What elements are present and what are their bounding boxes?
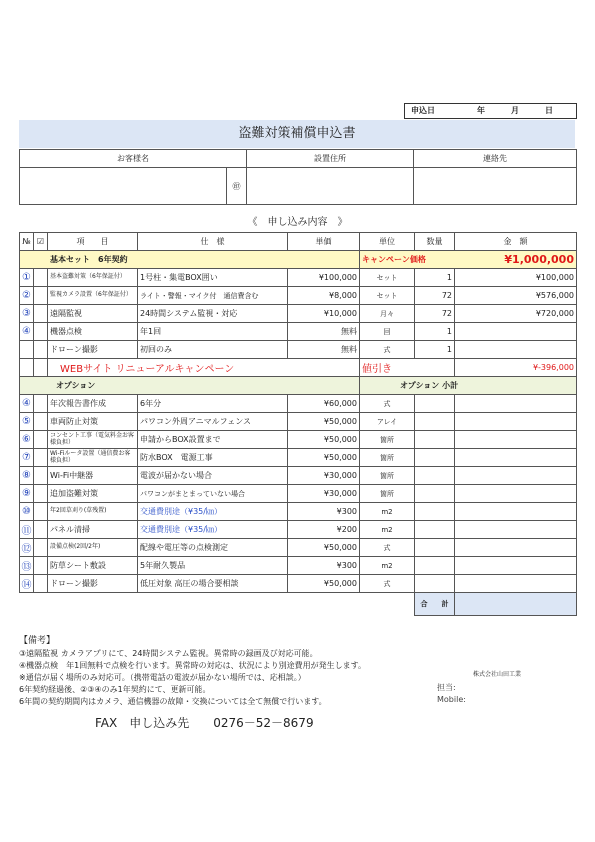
col-item: 項 目: [48, 233, 138, 251]
row-number: ④: [20, 395, 34, 413]
option-row: [20, 485, 577, 503]
note-line: 6年契約経過後、②③④のみ1年契約にて、更新可能。: [19, 685, 211, 694]
unit-text: アレイ: [360, 413, 415, 431]
quantity: 72: [415, 287, 455, 305]
item-name: ドローン撮影: [48, 341, 138, 359]
row-checkbox[interactable]: [34, 431, 48, 449]
row-checkbox[interactable]: [34, 521, 48, 539]
spec-text: 申請からBOX設置まで: [138, 431, 288, 449]
row-number: ②: [20, 287, 34, 305]
unit-price: ¥300: [288, 503, 360, 521]
notes-heading: 【備考】: [19, 636, 56, 646]
contact-header: 連絡先: [414, 150, 577, 168]
item-name: ドローン撮影: [48, 575, 138, 593]
quantity-field[interactable]: [415, 395, 455, 413]
application-date-box: [404, 103, 577, 119]
row-checkbox[interactable]: [34, 485, 48, 503]
col-spec: 仕 様: [138, 233, 288, 251]
spec-text: 5年耐久製品: [138, 557, 288, 575]
basic-row: [20, 341, 577, 359]
spec-text: 配線や電圧等の点検測定: [138, 539, 288, 557]
item-name: 車両防止対策: [48, 413, 138, 431]
row-checkbox[interactable]: [34, 467, 48, 485]
unit-text: 式: [360, 341, 415, 359]
spec-text: ライト・警報・マイク付 通信費含む: [138, 287, 288, 305]
spec-text: 低圧対象 高圧の場合要相談: [138, 575, 288, 593]
spec-text: 交通費別途（¥35/㎞）: [138, 521, 288, 539]
amount: [455, 341, 577, 359]
install-address-header: 設置住所: [247, 150, 414, 168]
row-number: ⑧: [20, 467, 34, 485]
unit-price: 無料: [288, 341, 360, 359]
customer-name-field[interactable]: [20, 168, 227, 205]
quantity-field[interactable]: [415, 557, 455, 575]
unit-price: ¥50,000: [288, 539, 360, 557]
unit-text: 箇所: [360, 449, 415, 467]
unit-text: 月々: [360, 305, 415, 323]
amount: ¥100,000: [455, 269, 577, 287]
item-name: Wi-Fi中継器: [48, 467, 138, 485]
spec-text: 1号柱・集電BOX囲い: [138, 269, 288, 287]
row-checkbox[interactable]: [34, 449, 48, 467]
note-line: ※通信が届く場所のみ対応可。（携帯電話の電波が届かない場所では、応相談。）: [19, 673, 306, 682]
quantity-field[interactable]: [415, 575, 455, 593]
form-title-bar: [19, 120, 575, 148]
web-campaign-text: WEBサイト リニューアルキャンペーン: [48, 359, 360, 377]
section-title: 《 申し込み内容 》: [247, 217, 348, 228]
unit-price: ¥30,000: [288, 467, 360, 485]
spec-text: 年1回: [138, 323, 288, 341]
spec-text: 初回のみ: [138, 341, 288, 359]
row-checkbox[interactable]: [34, 395, 48, 413]
unit-price: 無料: [288, 323, 360, 341]
row-number: ①: [20, 269, 34, 287]
company-name: 株式会社山田工業: [473, 671, 522, 678]
unit-text: セット: [360, 269, 415, 287]
item-name: Wi-Fiルータ設置（通信費お客様負担）: [48, 449, 138, 467]
discount-amount: ¥-396,000: [455, 359, 577, 377]
row-number: ③: [20, 305, 34, 323]
basic-set-row: [20, 251, 577, 269]
unit-text: 式: [360, 575, 415, 593]
item-name: 機器点検: [48, 323, 138, 341]
contact-field[interactable]: [414, 168, 577, 205]
option-row: [20, 575, 577, 593]
year-label: 年: [477, 106, 485, 115]
note-line: ③遠隔監視 カメラアプリにて、24時間システム監視。異常時の録画及び対応可能。: [19, 649, 318, 658]
campaign-price-amount: ¥1,000,000: [455, 251, 577, 269]
order-table: [19, 232, 577, 616]
unit-price: ¥200: [288, 521, 360, 539]
amount-field: [455, 521, 577, 539]
amount-field: [455, 557, 577, 575]
row-checkbox[interactable]: [34, 575, 48, 593]
amount: [455, 323, 577, 341]
row-checkbox[interactable]: [34, 305, 48, 323]
col-amount: 金 額: [455, 233, 577, 251]
unit-price: ¥50,000: [288, 449, 360, 467]
unit-price: ¥30,000: [288, 485, 360, 503]
row-number: ⑦: [20, 449, 34, 467]
mobile-label: Mobile:: [437, 695, 466, 704]
unit-text: セット: [360, 287, 415, 305]
quantity-field[interactable]: [415, 431, 455, 449]
amount-field: [455, 449, 577, 467]
page-title: 盗難対策補償申込書: [238, 126, 356, 141]
unit-text: 回: [360, 323, 415, 341]
day-label: 日: [545, 106, 553, 115]
spec-text: 24時間システム監視・対応: [138, 305, 288, 323]
amount-field: [455, 539, 577, 557]
amount-field: [455, 485, 577, 503]
row-number: ⑩: [20, 503, 34, 521]
row-number: ④: [20, 323, 34, 341]
discount-label: 値引き: [360, 359, 455, 377]
total-row: [20, 593, 577, 616]
basic-set-label: 基本セット 6年契約: [20, 251, 360, 269]
row-number: ⑨: [20, 485, 34, 503]
unit-text: 式: [360, 395, 415, 413]
quantity: 72: [415, 305, 455, 323]
col-check: ☑: [34, 233, 48, 251]
quantity-field[interactable]: [415, 413, 455, 431]
note-line: ④機器点検 年1回無料で点検を行います。異常時の対応は、状況により別途費用が発生します。: [19, 661, 366, 670]
col-qty: 数量: [415, 233, 455, 251]
row-checkbox[interactable]: [34, 539, 48, 557]
item-name: 遠隔監視: [48, 305, 138, 323]
row-checkbox[interactable]: [34, 287, 48, 305]
basic-row: [20, 323, 577, 341]
seal-mark: ㊞: [227, 168, 247, 205]
unit-text: 箇所: [360, 485, 415, 503]
option-row: [20, 503, 577, 521]
option-row: [20, 557, 577, 575]
option-label: オプション: [20, 377, 360, 395]
quantity: 1: [415, 269, 455, 287]
row-checkbox[interactable]: [34, 413, 48, 431]
row-checkbox[interactable]: [34, 341, 48, 359]
unit-text: 式: [360, 539, 415, 557]
option-row: [20, 395, 577, 413]
total-label: 合 計: [415, 593, 455, 616]
item-name: 防草シート敷設: [48, 557, 138, 575]
col-price: 単価: [288, 233, 360, 251]
option-header-row: [20, 377, 577, 395]
quantity-field[interactable]: [415, 467, 455, 485]
row-checkbox[interactable]: [34, 323, 48, 341]
unit-price: ¥8,000: [288, 287, 360, 305]
quantity: 1: [415, 341, 455, 359]
basic-row: [20, 269, 577, 287]
unit-price: ¥50,000: [288, 431, 360, 449]
amount: ¥720,000: [455, 305, 577, 323]
row-checkbox[interactable]: [34, 269, 48, 287]
item-name: 追加盗難対策: [48, 485, 138, 503]
quantity-field[interactable]: [415, 539, 455, 557]
amount: ¥576,000: [455, 287, 577, 305]
row-number: ⑫: [20, 539, 34, 557]
amount-field: [455, 413, 577, 431]
note-line: 6年間の契約期間内はカメラ、通信機器の故障・交換については全て無償で行います。: [19, 697, 327, 706]
row-checkbox[interactable]: [34, 557, 48, 575]
unit-price: ¥10,000: [288, 305, 360, 323]
item-name: コンセント工事（電気料金お客様負担）: [48, 431, 138, 449]
row-number: ⑬: [20, 557, 34, 575]
option-row: [20, 467, 577, 485]
option-subtotal-label: オプション 小計: [360, 377, 577, 395]
quantity: 1: [415, 323, 455, 341]
row-number: ⑥: [20, 431, 34, 449]
fax-line: FAX 申し込み先 0276－52－8679: [95, 716, 314, 730]
spec-text: 電波が届かない場合: [138, 467, 288, 485]
option-row: [20, 521, 577, 539]
install-address-field[interactable]: [247, 168, 414, 205]
quantity-field[interactable]: [415, 521, 455, 539]
unit-text: m2: [360, 557, 415, 575]
unit-price: ¥300: [288, 557, 360, 575]
spec-text: 6年分: [138, 395, 288, 413]
item-name: 年2回草刈り(草残置): [48, 503, 138, 521]
total-amount-field: [455, 593, 577, 616]
item-name: パネル清掃: [48, 521, 138, 539]
row-number: ⑭: [20, 575, 34, 593]
spec-text: 防水BOX 電源工事: [138, 449, 288, 467]
option-row: [20, 539, 577, 557]
basic-row: [20, 287, 577, 305]
item-name: 設備点検(2回/2年): [48, 539, 138, 557]
quantity-field[interactable]: [415, 503, 455, 521]
notes-section: [19, 633, 579, 731]
quantity-field[interactable]: [415, 449, 455, 467]
unit-text: m2: [360, 503, 415, 521]
option-row: [20, 449, 577, 467]
amount-field: [455, 395, 577, 413]
col-unit: 単位: [360, 233, 415, 251]
amount-field: [455, 575, 577, 593]
item-name: 基本盗難対策（6年保証付）: [48, 269, 138, 287]
unit-price: ¥50,000: [288, 413, 360, 431]
item-name: 年次報告書作成: [48, 395, 138, 413]
option-row: [20, 431, 577, 449]
spec-text: 交通費別途（¥35/㎞）: [138, 503, 288, 521]
unit-price: ¥60,000: [288, 395, 360, 413]
customer-name-header: お客様名: [20, 150, 247, 168]
spec-text: パワコンがまとまっていない場合: [138, 485, 288, 503]
option-row: [20, 413, 577, 431]
row-number: ⑤: [20, 413, 34, 431]
campaign-price-label: キャンペーン価格: [360, 251, 455, 269]
staff-label: 担当:: [437, 683, 456, 692]
unit-text: m2: [360, 521, 415, 539]
item-name: 監視カメラ設置（6年保証付）: [48, 287, 138, 305]
row-checkbox[interactable]: [34, 503, 48, 521]
date-label: 申込日: [411, 106, 435, 115]
col-no: №: [20, 233, 34, 251]
row-number: ⑪: [20, 521, 34, 539]
row-number: [20, 341, 34, 359]
amount-field: [455, 431, 577, 449]
unit-text: 箇所: [360, 431, 415, 449]
customer-info-table: [19, 149, 577, 205]
unit-text: 箇所: [360, 467, 415, 485]
unit-price: ¥100,000: [288, 269, 360, 287]
basic-row: [20, 305, 577, 323]
quantity-field[interactable]: [415, 485, 455, 503]
amount-field: [455, 467, 577, 485]
spec-text: パワコン外周アニマルフェンス: [138, 413, 288, 431]
table-header-row: [20, 233, 577, 251]
amount-field: [455, 503, 577, 521]
web-campaign-row: [20, 359, 577, 377]
unit-price: ¥50,000: [288, 575, 360, 593]
month-label: 月: [511, 106, 519, 115]
